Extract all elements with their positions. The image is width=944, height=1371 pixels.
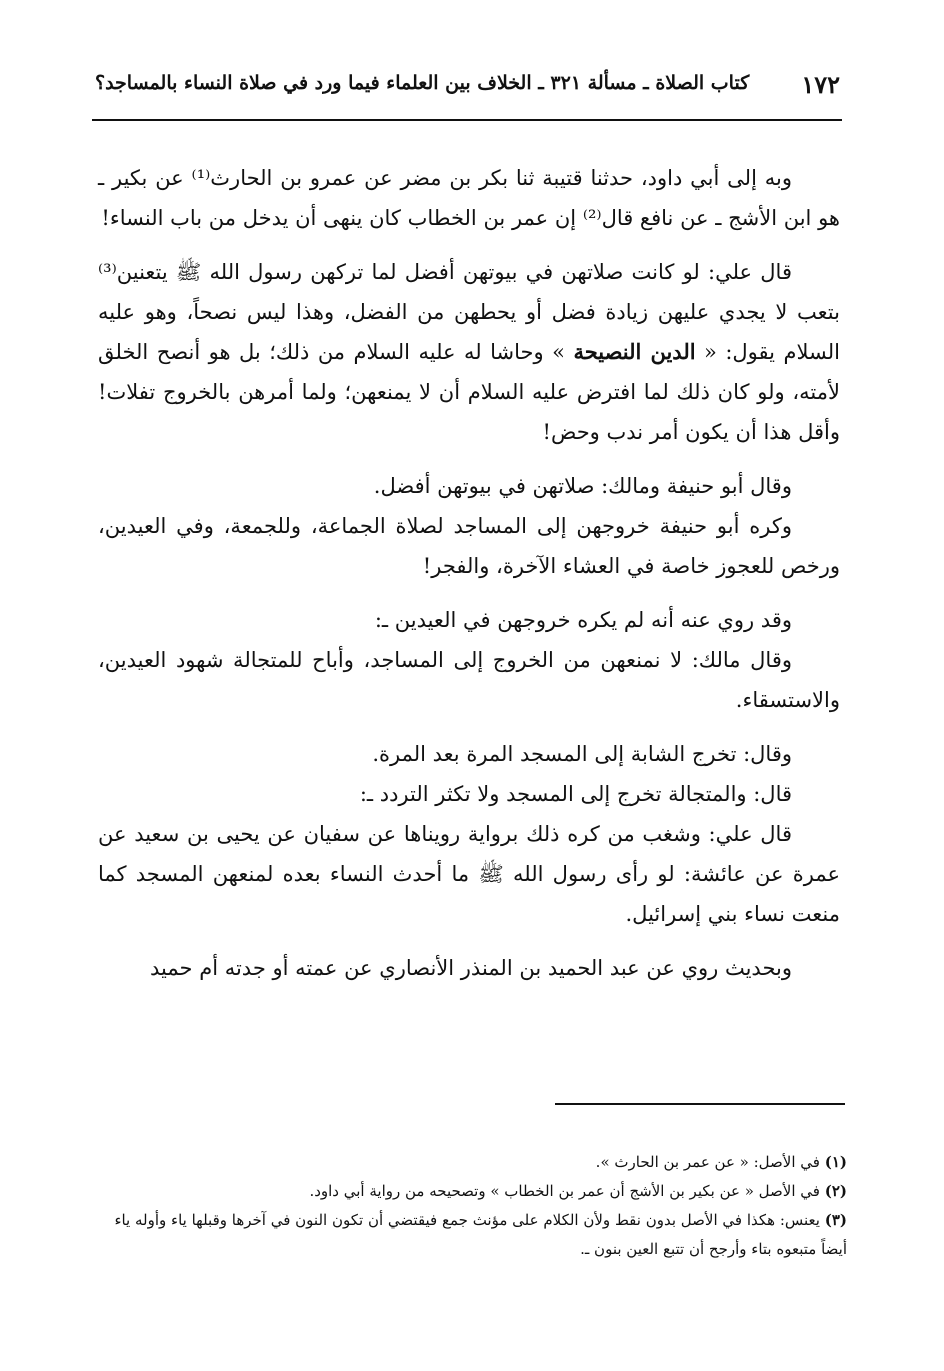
running-title: كتاب الصلاة ـ مسألة ٣٢١ ـ الخلاف بين العلماء فيما ورد في صلاة النساء بالمساجد؟	[95, 72, 750, 94]
page-number: ١٧٢	[801, 70, 840, 99]
footnote-text: في الأصل: « عن عمر بن الحارث ».	[595, 1153, 820, 1171]
paragraph-2-part-a: قال علي: لو كانت صلاتهن في بيوتهن أفضل لما تركهن رسول الله ﷺ يتعنين⁽³⁾ بتعب لا يجدي عليهن زيادة فضل أو يحطهن من الفضل، وهذا ليس نصحاً، وهو عليه السلام يقول: «	[98, 260, 840, 364]
paragraph-10: وبحديث روي عن عبد الحميد بن المنذر الأنصاري عن عمته أو جدته أم حميد	[150, 956, 792, 980]
footnotes	[95, 1148, 847, 1264]
header-divider	[92, 119, 842, 121]
paragraph-4: وكره أبو حنيفة خروجهن إلى المساجد لصلاة الجماعة، وللجمعة، وفي العيدين، ورخص للعجوز خاصة في العشاء الآخرة، والفجر!	[98, 514, 840, 578]
quoted-hadith: الدين النصيحة	[573, 339, 696, 364]
paragraph-3: وقال أبو حنيفة ومالك: صلاتهن في بيوتهن أفضل.	[373, 474, 792, 498]
page-header	[95, 68, 840, 108]
footnote-2	[95, 1177, 847, 1206]
footnote-1	[95, 1148, 847, 1177]
paragraph-2-part-b: » وحاشا له عليه السلام من ذلك؛ بل هو أنصح الخلق لأمته، ولو كان ذلك لما افترض عليه السلام أن لا يمنعهن؛ ولما أمرهن بالخروج تفلات! وأقل هذا أن يكون أمر ندب وحض!	[98, 340, 840, 444]
footnote-divider	[555, 1103, 845, 1105]
paragraph-1: وبه إلى أبي داود، حدثنا قتيبة ثنا بكر بن مضر عن عمرو بن الحارث⁽¹⁾ عن بكير ـ هو ابن الأشج ـ عن نافع قال⁽²⁾ إن عمر بن الخطاب كان ينهى أن يدخل من باب النساء!	[98, 166, 840, 230]
paragraph-8: قال: والمتجالة تخرج إلى المسجد ولا تكثر التردد ـ:	[359, 782, 792, 806]
paragraph-6: وقال مالك: لا نمنعهن من الخروج إلى المساجد، وأباح للمتجالة شهود العيدين، والاستسقاء.	[98, 648, 840, 712]
footnote-number: (٢)	[824, 1182, 847, 1200]
paragraph-9: قال علي: وشغب من كره ذلك برواية رويناها عن سفيان عن يحيى بن سعيد عن عمرة عن عائشة: لو رأى رسول الله ﷺ ما أحدث النساء بعده لمنعهن المسجد كما منعت نساء بني إسرائيل.	[98, 822, 840, 926]
footnote-text: يعنس: هكذا في الأصل بدون نقط ولأن الكلام على مؤنث جمع فيقتضي أن تكون النون في آخرها وقبلها ياء وأوله ياء أيضاً متبعوه بتاء وأرجح أن تتبع العين بنون ـ.	[114, 1211, 847, 1258]
paragraph-7: وقال: تخرج الشابة إلى المسجد المرة بعد المرة.	[372, 742, 792, 766]
main-text	[98, 158, 840, 988]
footnote-number: (٣)	[824, 1211, 847, 1229]
footnote-text: في الأصل « عن بكير بن الأشج أن عمر بن الخطاب » وتصحيحه من رواية أبي داود.	[309, 1182, 820, 1200]
footnote-3	[95, 1206, 847, 1264]
footnote-number: (١)	[824, 1153, 847, 1171]
paragraph-5: وقد روي عنه أنه لم يكره خروجهن في العيدين ـ:	[374, 608, 792, 632]
paragraph-2	[98, 252, 840, 452]
